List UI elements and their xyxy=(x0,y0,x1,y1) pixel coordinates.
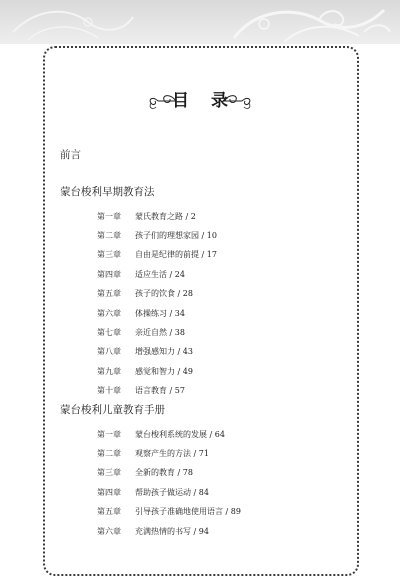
chapter-entry: 增强感知力 / 43 xyxy=(135,347,193,357)
chapter-entry: 孩子们的理想家园 / 10 xyxy=(135,231,217,241)
chapter-number: 第三章 xyxy=(97,468,121,478)
chapter-number: 第五章 xyxy=(97,289,121,299)
chapter-entry: 帮助孩子做运动 / 84 xyxy=(135,487,209,497)
chapter-number: 第一章 xyxy=(97,211,121,221)
chapter-entry: 体操练习 / 34 xyxy=(135,308,185,318)
right-swirl-ornament xyxy=(224,2,394,44)
toc-item xyxy=(97,323,217,342)
chapter-number: 第九章 xyxy=(97,366,121,376)
section-title: 蒙台梭利儿童教育手册 xyxy=(60,404,165,416)
toc-list-section-1 xyxy=(97,207,217,401)
chapter-number: 第五章 xyxy=(97,507,121,517)
toc-list-section-2 xyxy=(97,425,241,541)
toc-item xyxy=(97,246,217,265)
chapter-entry: 适应生活 / 24 xyxy=(135,269,185,279)
chapter-number: 第八章 xyxy=(97,347,121,357)
chapter-number: 第六章 xyxy=(97,308,121,318)
toc-item xyxy=(97,464,241,483)
toc-item xyxy=(97,265,217,284)
chapter-entry: 孩子的饮食 / 28 xyxy=(135,289,193,299)
toc-item xyxy=(97,226,217,245)
chapter-entry: 语言教育 / 57 xyxy=(135,386,185,396)
page-title: 目 录 xyxy=(172,91,236,111)
toc-item xyxy=(97,285,217,304)
chapter-entry: 亲近自然 / 38 xyxy=(135,328,185,338)
chapter-number: 第一章 xyxy=(97,429,121,439)
chapter-number: 第二章 xyxy=(97,231,121,241)
chapter-entry: 自由是纪律的前提 / 17 xyxy=(135,250,217,260)
chapter-entry: 观察产生的方法 / 71 xyxy=(135,449,209,459)
chapter-number: 第二章 xyxy=(97,449,121,459)
section-title: 蒙台梭利早期教育法 xyxy=(60,186,155,198)
chapter-number: 第六章 xyxy=(97,526,121,536)
toc-item xyxy=(97,483,241,502)
chapter-entry: 感觉和智力 / 49 xyxy=(135,366,193,376)
toc-item xyxy=(97,382,217,401)
chapter-entry: 充满热情的书写 / 94 xyxy=(135,526,209,536)
toc-title-block xyxy=(0,88,400,114)
toc-item xyxy=(97,425,241,444)
chapter-number: 第四章 xyxy=(97,269,121,279)
chapter-entry: 全新的教育 / 78 xyxy=(135,468,193,478)
toc-item xyxy=(97,207,217,226)
toc-item xyxy=(97,522,241,541)
preface-entry: 前言 xyxy=(60,149,81,161)
chapter-number: 第七章 xyxy=(97,328,121,338)
toc-item xyxy=(97,444,241,463)
chapter-number: 第三章 xyxy=(97,250,121,260)
chapter-number: 第十章 xyxy=(97,386,121,396)
toc-item xyxy=(97,304,217,323)
toc-item xyxy=(97,343,217,362)
chapter-entry: 蒙台梭利系统的发展 / 64 xyxy=(135,429,225,439)
chapter-entry: 蒙氏教育之路 / 2 xyxy=(135,211,196,221)
chapter-number: 第四章 xyxy=(97,487,121,497)
toc-item xyxy=(97,503,241,522)
chapter-entry: 引导孩子准确地使用语言 / 89 xyxy=(135,507,241,517)
toc-item xyxy=(97,362,217,381)
decorative-header-band xyxy=(0,0,400,44)
left-swirl-ornament xyxy=(8,2,138,42)
